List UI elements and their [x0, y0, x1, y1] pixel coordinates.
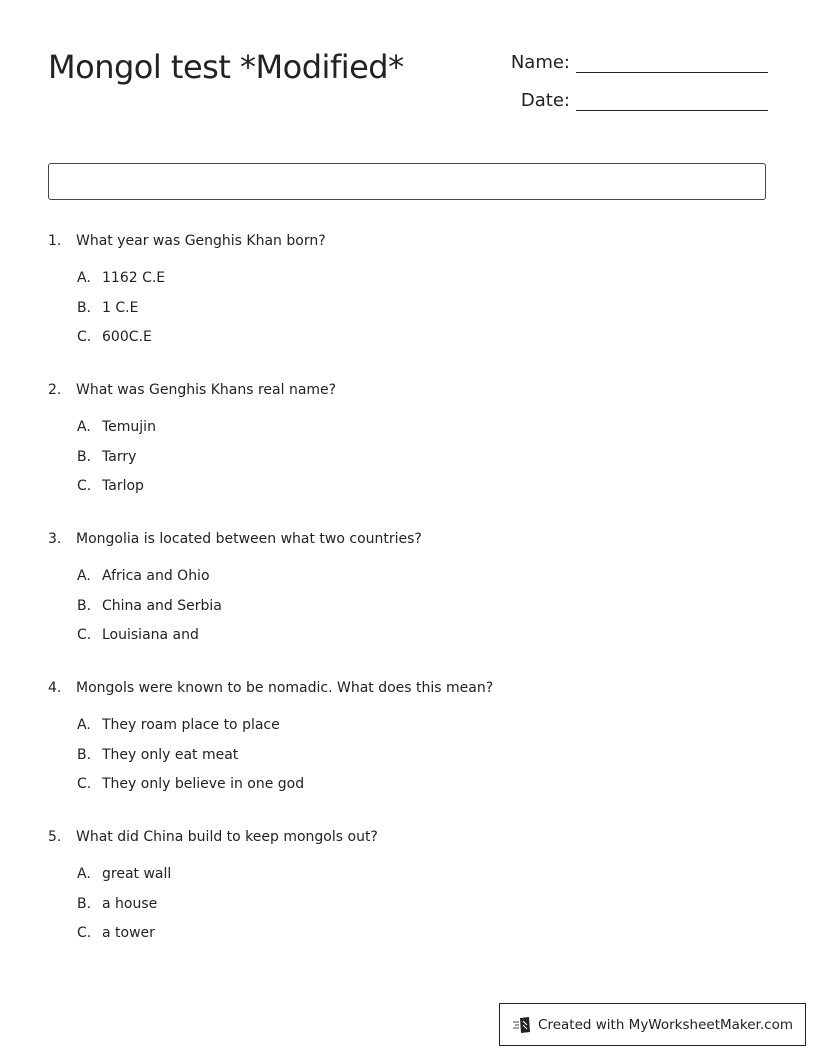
question-2 [48, 380, 336, 508]
option-text: China and Serbia [102, 597, 222, 614]
option-letter: B. [77, 448, 92, 465]
question-text: Mongols were known to be nomadic. What does this mean? [76, 680, 494, 696]
name-label: Name: [510, 52, 570, 73]
question-number: 5. [48, 829, 62, 845]
answer-option[interactable] [48, 866, 378, 896]
answer-option[interactable] [48, 419, 336, 449]
date-field [521, 90, 768, 111]
name-field [511, 52, 768, 73]
worksheet-title: Mongol test *Modified* [48, 48, 404, 86]
option-text: Africa and Ohio [102, 568, 210, 584]
option-letter: A. [77, 568, 91, 584]
worksheet-maker-logo-icon [512, 1016, 532, 1034]
option-text: They only eat meat [102, 746, 239, 763]
answer-option[interactable] [48, 747, 493, 777]
answer-option[interactable] [48, 568, 422, 598]
question-text: What did China build to keep mongols out? [76, 829, 378, 845]
question-number: 3. [48, 531, 62, 547]
question-3 [48, 529, 422, 657]
option-letter: C. [77, 478, 92, 494]
date-label: Date: [520, 90, 570, 111]
option-text: 600C.E [102, 329, 152, 345]
question-1 [48, 231, 326, 359]
option-letter: C. [77, 925, 92, 941]
option-letter: A. [77, 717, 91, 733]
answer-option[interactable] [48, 329, 326, 359]
option-letter: A. [77, 419, 91, 435]
answer-option[interactable] [48, 896, 378, 926]
option-text: great wall [102, 866, 172, 882]
option-text: They only believe in one god [102, 776, 305, 792]
question-5 [48, 827, 378, 955]
answer-option[interactable] [48, 717, 493, 747]
question-text: What year was Genghis Khan born? [76, 233, 326, 249]
option-letter: A. [77, 270, 91, 286]
instructions-box [48, 163, 766, 200]
question-number: 2. [48, 382, 62, 398]
option-text: They roam place to place [102, 717, 280, 733]
footer-credit [499, 1003, 806, 1046]
question-text: Mongolia is located between what two countries? [76, 531, 422, 547]
option-letter: C. [77, 776, 92, 792]
answer-option[interactable] [48, 300, 326, 330]
option-letter: A. [77, 866, 91, 882]
option-letter: B. [77, 746, 92, 763]
answer-option[interactable] [48, 449, 336, 479]
option-letter: C. [77, 329, 92, 345]
answer-option[interactable] [48, 478, 336, 508]
date-line[interactable] [576, 90, 768, 111]
question-text: What was Genghis Khans real name? [76, 382, 337, 398]
answer-option[interactable] [48, 925, 378, 955]
option-text: Tarlop [102, 478, 144, 494]
question-number: 4. [48, 680, 62, 696]
option-text: 1 C.E [102, 299, 139, 316]
name-line[interactable] [576, 52, 768, 73]
answer-option[interactable] [48, 270, 326, 300]
option-text: Louisiana and [102, 627, 199, 643]
answer-option[interactable] [48, 598, 422, 628]
option-letter: C. [77, 627, 92, 643]
option-text: Temujin [102, 419, 156, 435]
option-letter: B. [77, 597, 92, 614]
footer-text: Created with MyWorksheetMaker.com [538, 1016, 793, 1033]
answer-option[interactable] [48, 627, 422, 657]
option-text: 1162 C.E [102, 270, 166, 286]
option-text: a house [102, 895, 158, 912]
option-text: Tarry [102, 448, 137, 465]
question-4 [48, 678, 493, 806]
option-text: a tower [102, 925, 155, 941]
question-number: 1. [48, 233, 62, 249]
option-letter: B. [77, 895, 92, 912]
option-letter: B. [77, 299, 92, 316]
answer-option[interactable] [48, 776, 493, 806]
